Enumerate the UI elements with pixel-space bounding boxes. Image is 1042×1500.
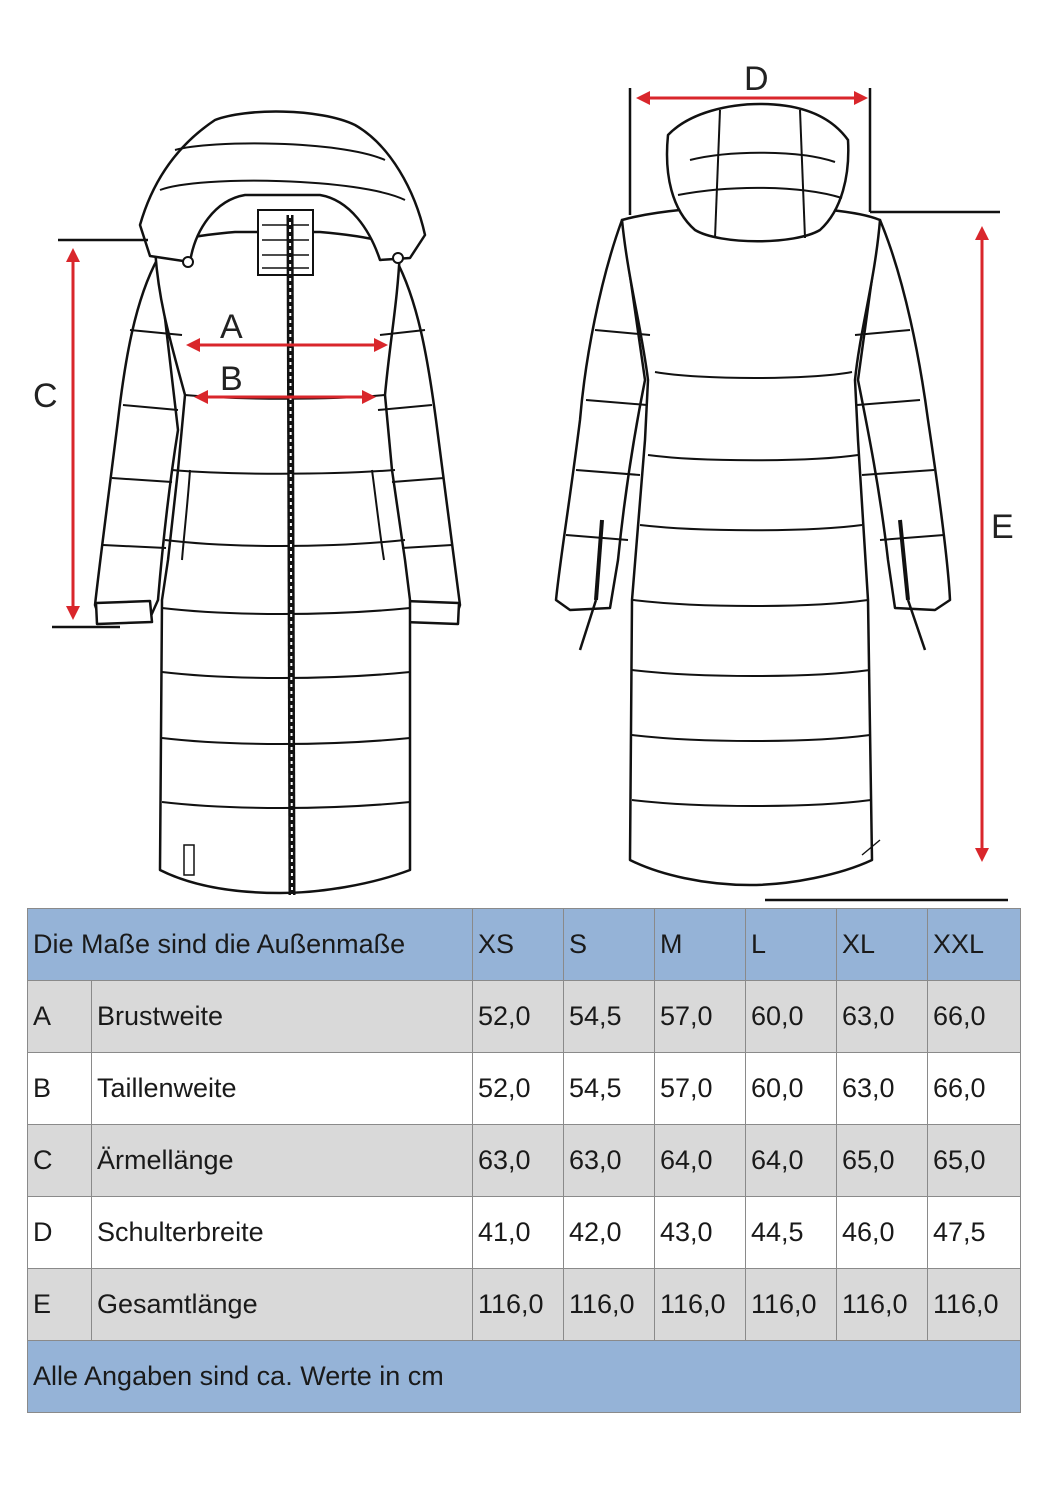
cell-value: 116,0	[928, 1269, 1021, 1341]
row-code: D	[28, 1197, 92, 1269]
table-row	[28, 1269, 1021, 1341]
label-d: D	[744, 60, 769, 98]
coat-front-illustration	[95, 112, 460, 895]
cell-value: 54,5	[564, 981, 655, 1053]
cell-value: 63,0	[837, 1053, 928, 1125]
row-name: Schulterbreite	[92, 1197, 473, 1269]
header-note: Die Maße sind die Außenmaße	[28, 909, 473, 981]
label-c: C	[33, 377, 58, 415]
cell-value: 63,0	[564, 1125, 655, 1197]
table-row	[28, 1197, 1021, 1269]
table-row	[28, 1053, 1021, 1125]
cell-value: 64,0	[655, 1125, 746, 1197]
row-code: A	[28, 981, 92, 1053]
row-code: B	[28, 1053, 92, 1125]
cell-value: 60,0	[746, 1053, 837, 1125]
table-row	[28, 1125, 1021, 1197]
size-l-header: L	[746, 909, 837, 981]
size-xs-header: XS	[473, 909, 564, 981]
cell-value: 116,0	[837, 1269, 928, 1341]
row-name: Gesamtlänge	[92, 1269, 473, 1341]
cell-value: 116,0	[655, 1269, 746, 1341]
cell-value: 54,5	[564, 1053, 655, 1125]
cell-value: 65,0	[928, 1125, 1021, 1197]
cell-value: 63,0	[837, 981, 928, 1053]
cell-value: 43,0	[655, 1197, 746, 1269]
cell-value: 116,0	[564, 1269, 655, 1341]
cell-value: 116,0	[746, 1269, 837, 1341]
size-s-header: S	[564, 909, 655, 981]
label-e: E	[991, 508, 1014, 546]
footer-note: Alle Angaben sind ca. Werte in cm	[28, 1341, 1021, 1413]
cell-value: 116,0	[473, 1269, 564, 1341]
cell-value: 52,0	[473, 981, 564, 1053]
row-code: C	[28, 1125, 92, 1197]
cell-value: 47,5	[928, 1197, 1021, 1269]
size-xxl-header: XXL	[928, 909, 1021, 981]
table-header-row	[28, 909, 1021, 981]
row-code: E	[28, 1269, 92, 1341]
cell-value: 63,0	[473, 1125, 564, 1197]
cell-value: 46,0	[837, 1197, 928, 1269]
row-name: Ärmellänge	[92, 1125, 473, 1197]
size-m-header: M	[655, 909, 746, 981]
cell-value: 41,0	[473, 1197, 564, 1269]
table-row	[28, 981, 1021, 1053]
coat-back-illustration	[556, 104, 950, 885]
row-name: Taillenweite	[92, 1053, 473, 1125]
size-chart-table	[27, 908, 1021, 1413]
cell-value: 57,0	[655, 1053, 746, 1125]
cell-value: 64,0	[746, 1125, 837, 1197]
cell-value: 66,0	[928, 1053, 1021, 1125]
cell-value: 65,0	[837, 1125, 928, 1197]
cell-value: 66,0	[928, 981, 1021, 1053]
cell-value: 52,0	[473, 1053, 564, 1125]
label-b: B	[220, 360, 243, 398]
cell-value: 57,0	[655, 981, 746, 1053]
row-name: Brustweite	[92, 981, 473, 1053]
size-xl-header: XL	[837, 909, 928, 981]
cell-value: 60,0	[746, 981, 837, 1053]
cell-value: 44,5	[746, 1197, 837, 1269]
label-a: A	[220, 308, 243, 346]
table-footer-row	[28, 1341, 1021, 1413]
cell-value: 42,0	[564, 1197, 655, 1269]
